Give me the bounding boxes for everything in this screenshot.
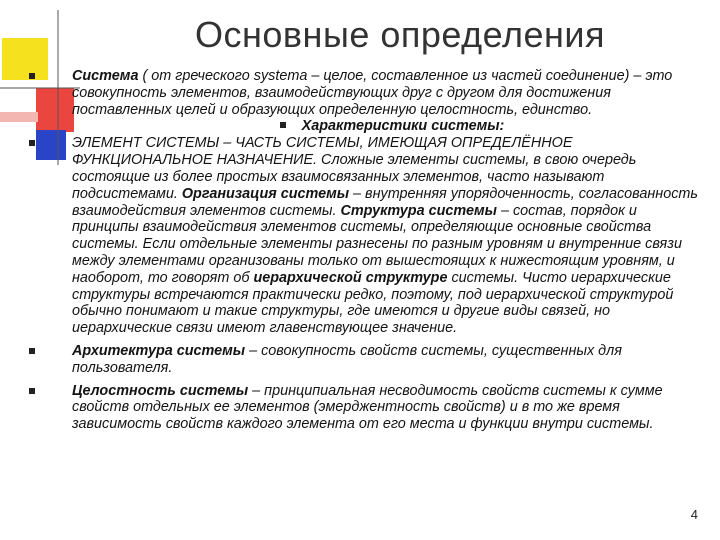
term-system: Система [72,68,139,84]
bullet-icon [29,348,35,354]
term-integrity: Целостность системы [72,382,249,399]
term-architecture: Архитектура системы [72,342,246,359]
slide-title: Основные определения [195,14,605,55]
integrity-definition: – принципиальная несводимость свойств системы к сумме свойств отдельных ее элементов (эмерджентность свойств) и в то же время зависимость свойств каждого элемента от его места и функции внутри системы. [72,382,663,433]
term-structure: Структура системы [340,202,497,219]
list-item-element [24,135,700,337]
definition-system: ( от греческого systema – целое, составленное из частей соединение) – это совокупность элементов, взаимодействующих друг с другом для достижения поставленных целей и образующих определенную целостность, единство. [72,68,673,118]
list-item-system [24,68,700,118]
list-item-architecture [24,343,700,377]
bullet-icon [29,388,35,394]
page-number: 4 [690,507,698,522]
architecture-definition: – совокупность свойств системы, существенных для пользователя. [72,342,622,376]
list-item-integrity [24,383,700,433]
bullet-icon [280,122,286,128]
hierarchy-text: системы. Чисто иерархические структуры встречаются практически редко, поэтому, под иерархической структурой обычно понимают и такие структуры, где имеются и другие виды связей, но иерархические связи имеют главенствующее значение. [72,269,674,337]
characteristics-subheading: Характеристики системы: [24,118,700,135]
element-definition: ЭЛЕМЕНТ СИСТЕМЫ – ЧАСТЬ СИСТЕМЫ, ИМЕЮЩАЯ ОПРЕДЕЛЁННОЕ ФУНКЦИОНАЛЬНОЕ НАЗНАЧЕНИЕ. Сложные элементы системы, в свою очередь состоящие из более простых взаимосвязанных элементов, часто называют подсистемами. [72,135,637,202]
structure-definition: – состав, порядок и принципы взаимодействия элементов системы, определяющие основные свойства системы. Если отдельные элементы разнесены по разным уровням и внутренние связи между элементами организованы только от вышестоящих к нижестоящим уровням, и наоборот, то говорят об [72,202,682,286]
term-hierarchical-structure: иерархической структуре [253,269,448,286]
organization-definition: – внутренняя упорядоченность, согласованность взаимодействия элементов системы. [72,185,698,219]
definitions-list [24,68,700,433]
term-organization: Организация системы [181,185,350,202]
bullet-icon [29,73,35,79]
bullet-icon [29,140,35,146]
